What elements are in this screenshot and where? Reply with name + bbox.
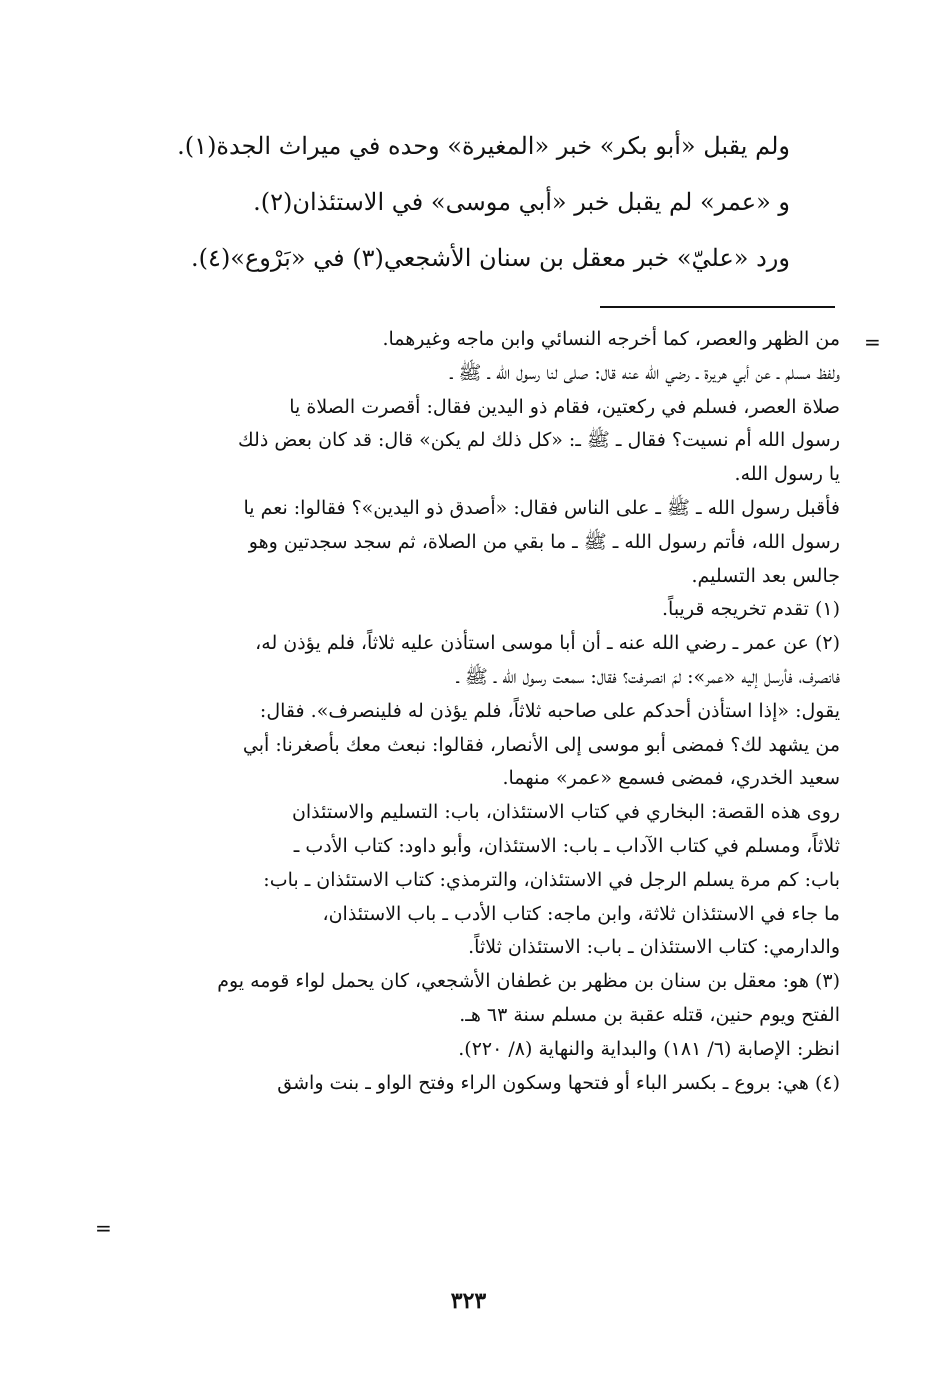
footnote-line: سعيد الخدري، فمضى فسمع «عمر» منهما. [502, 767, 840, 790]
footnote-line: انظر: الإصابة (٦/ ١٨١) والبداية والنهاية (٨/ ٢٢٠). [458, 1037, 840, 1060]
footnote-line: (٣) هو: معقل بن سنان بن مظهر بن غطفان الأشجعي، كان يحمل لواء قومه يوم [217, 970, 840, 993]
footnote-line: من يشهد لك؟ فمضى أبو موسى إلى الأنصار، فقالوا: نبعث معك بأصغرنا: أبي [242, 733, 840, 756]
footnote-line: يا رسول الله. [734, 463, 840, 486]
footnote-line: ما جاء في الاستئذان ثلاثة، وابن ماجه: كتاب الأدب ـ باب الاستئذان، [322, 902, 840, 925]
footnote-line: (١) تقدم تخريجه قريباً. [662, 598, 840, 621]
footnote-line: صلاة العصر، فسلم في ركعتين، فقام ذو اليدين فقال: أقصرت الصلاة يا [289, 395, 840, 418]
footnote-line: ثلاثاً، ومسلم في كتاب الآداب ـ باب: الاستئذان، وأبو داود: كتاب الأدب ـ [293, 834, 840, 857]
page-number: ٣٢٣ [450, 1288, 487, 1314]
main-line: ورد «عليّ» خبر معقل بن سنان الأشجعي(٣) في «بَرْوع»(٤). [191, 244, 790, 272]
footnote-line: فانصرف، فأرسل إليه «عمر»: لمَ انصرفت؟ فقال: سمعت رسول الله ـ ﷺ ـ [456, 665, 840, 688]
footnote-line: رسول الله، فأتم رسول الله ـ ﷺ ـ ما بقي من الصلاة، ثم سجد سجدتين وهو [248, 530, 840, 553]
footnote-line: ولفظ مسلم ـ عن أبي هريرة ـ رضي الله عنه قال: صلى لنا رسول الله ـ ﷺ ـ [450, 361, 840, 384]
footnote-line: (٢) عن عمر ـ رضي الله عنه ـ أن أبا موسى استأذن عليه ثلاثاً، فلم يؤذن له، [255, 632, 840, 655]
footnote-line: من الظهر والعصر، كما أخرجه النسائي وابن ماجه وغيرهما. [382, 328, 840, 350]
footnote-separator [600, 306, 835, 308]
footnote-line: يقول: «إذا استأذن أحدكم على صاحبه ثلاثاً، فلم يؤذن له فلينصرف». فقال: [259, 699, 840, 722]
footnote-line: والدارمي: كتاب الاستئذان ـ باب: الاستئذان ثلاثاً. [468, 936, 840, 959]
continuation-marker: = [864, 330, 881, 354]
footnote-line: باب: كم مرة يسلم الرجل في الاستئذان، والترمذي: كتاب الاستئذان ـ باب: [263, 868, 840, 891]
footnote-line: الفتح ويوم حنين، قتله عقبة بن مسلم سنة ٦٣ هـ. [459, 1003, 840, 1026]
footnote-line: فأقبل رسول الله ـ ﷺ ـ على الناس فقال: «أصدق ذو اليدين»؟ فقالوا: نعم يا [243, 496, 840, 519]
bottom-continuation-marker: = [95, 1216, 112, 1240]
main-line: و «عمر» لم يقبل خبر «أبي موسى» في الاستئذان(٢). [253, 188, 790, 216]
footnotes [120, 323, 840, 1100]
footnote-line: (٤) هي: بروع ـ بكسر الباء أو فتحها وسكون الراء وفتح الواو ـ بنت واشق [277, 1071, 840, 1094]
main-line: ولم يقبل «أبو بكر» خبر «المغيرة» وحده في ميراث الجدة(١). [177, 132, 790, 160]
footnote-line: جالس بعد التسليم. [691, 564, 840, 587]
footnote-line: روى هذه القصة: البخاري في كتاب الاستئذان، باب: التسليم والاستئذان [291, 801, 840, 824]
main-text [150, 118, 790, 286]
footnote-line: رسول الله أم نسيت؟ فقال ـ ﷺ ـ: «كل ذلك لم يكن» قال: قد كان بعض ذلك [238, 429, 840, 452]
